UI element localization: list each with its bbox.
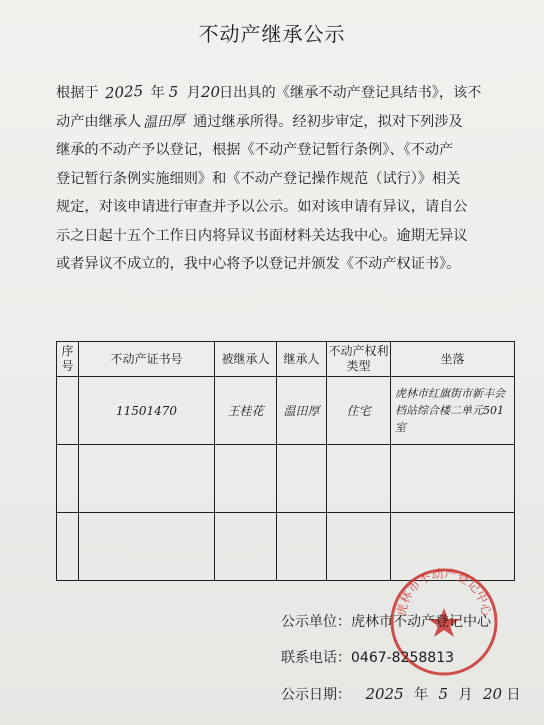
body-text-segment: 通过继承所得。经初步审定，拟对下列涉及 <box>193 113 463 130</box>
footer-phone-label: 联系电话： <box>281 650 351 666</box>
handwritten-date-year: 2025 <box>365 685 404 703</box>
header-cert-no: 不动产证书号 <box>79 342 215 377</box>
footer-unit-label: 公示单位： <box>281 614 351 630</box>
handwritten-month: 5 <box>168 83 179 101</box>
empty-cell <box>57 513 79 581</box>
page-title: 不动产继承公示 <box>198 22 346 46</box>
body-text-segment: 年 <box>150 85 165 101</box>
header-index: 序号 <box>57 342 79 377</box>
handwritten-date-month: 5 <box>438 685 449 703</box>
seal-text-path: 虎林市不动产登记中心 <box>394 566 494 617</box>
footer-date <box>281 684 521 704</box>
footer-date-label: 公示日期： <box>281 687 351 703</box>
footer-date-month-unit: 月 <box>458 687 473 703</box>
body-line-1 <box>56 78 506 108</box>
cell-cert-no: 11501470 <box>79 377 215 445</box>
cell-decedent: 王桂花 <box>215 377 277 445</box>
body-line-3: 继承的不动产予以登记，根据《不动产登记暂行条例》、《不动产 <box>56 142 454 158</box>
footer-phone <box>281 647 454 667</box>
handwritten-day: 20 <box>200 83 221 101</box>
empty-cell <box>215 445 277 513</box>
body-line-2 <box>56 108 506 137</box>
table-row <box>57 377 515 445</box>
table-row-empty <box>57 445 515 513</box>
body-line-7: 或者异议不成立的，我中心将予以登记并颁发《不动产权证书》。 <box>56 256 461 272</box>
handwritten-year: 2025 <box>103 81 144 103</box>
table-header-row <box>57 342 515 377</box>
cell-heir: 温田厚 <box>277 377 327 445</box>
footer-unit <box>281 611 491 631</box>
empty-cell <box>277 513 327 581</box>
body-text-segment: 根据于 <box>56 85 99 101</box>
body-text-segment: 月 <box>186 85 201 101</box>
body-line-4: 登记暂行条例实施细则》和《不动产登记操作规范（试行）》相关 <box>56 170 461 187</box>
footer-date-day-unit: 日 <box>506 687 521 703</box>
notice-body <box>56 78 506 279</box>
cell-right-type: 住宅 <box>327 377 391 445</box>
empty-cell <box>327 513 391 581</box>
body-text-segment: 动产由继承人 <box>56 113 142 130</box>
header-heir: 继承人 <box>277 342 327 377</box>
footer-date-year-unit: 年 <box>414 687 429 703</box>
footer-phone-value: 0467-8258813 <box>351 650 455 666</box>
empty-cell <box>215 513 277 581</box>
empty-cell <box>79 513 215 581</box>
body-line-5: 规定，对该申请进行审查并予以公示。如对该申请有异议，请自公 <box>56 199 468 215</box>
empty-cell <box>391 445 515 513</box>
cell-location: 虎林市红旗街市新丰会档站综合楼二单元501室 <box>391 377 515 445</box>
property-table <box>56 341 515 581</box>
header-decedent: 被继承人 <box>215 342 277 377</box>
header-right-type: 不动产权利类型 <box>327 342 391 377</box>
cell-index <box>57 377 79 445</box>
body-line-6: 示之日起十五个工作日内将异议书面材料关达我中心。逾期无异议 <box>56 227 468 244</box>
empty-cell <box>79 445 215 513</box>
empty-cell <box>327 445 391 513</box>
handwritten-date-day: 20 <box>483 685 503 703</box>
footer-unit-value: 虎林市不动产登记中心 <box>351 614 491 630</box>
body-text-segment: 日出具的《继承不动产登记具结书》，该不 <box>218 85 482 101</box>
handwritten-heir-name: 温田厚 <box>142 112 186 131</box>
empty-cell <box>57 445 79 513</box>
header-location: 坐落 <box>391 342 515 377</box>
empty-cell <box>277 445 327 513</box>
